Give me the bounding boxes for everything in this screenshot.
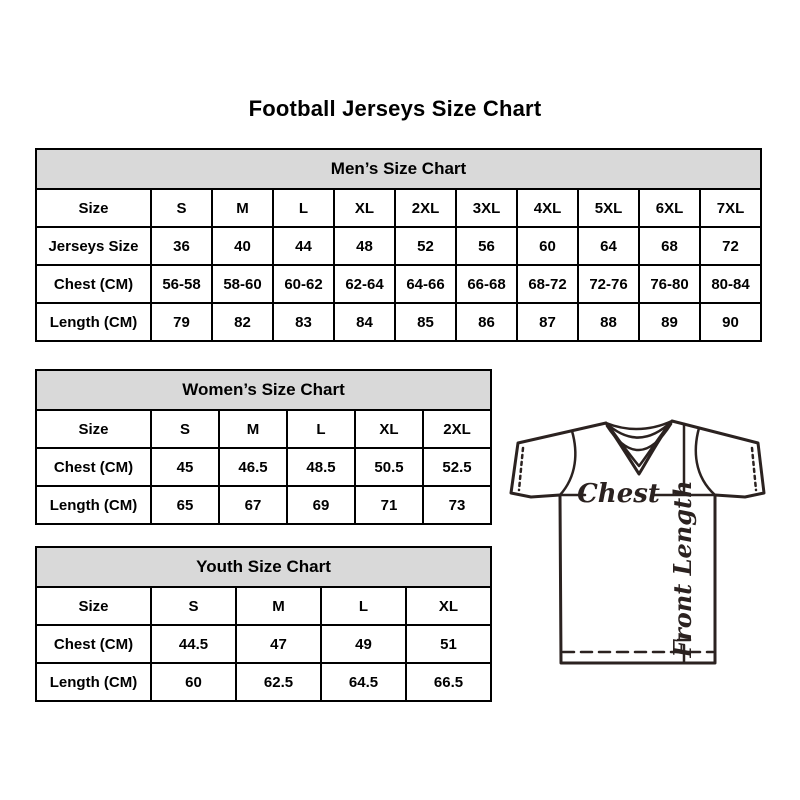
value-cell: 84 xyxy=(334,303,395,341)
value-cell: 69 xyxy=(287,486,355,524)
value-cell: 2XL xyxy=(395,189,456,227)
table-row xyxy=(36,227,761,265)
value-cell: L xyxy=(321,587,406,625)
value-cell: 44 xyxy=(273,227,334,265)
value-cell: 50.5 xyxy=(355,448,423,486)
value-cell: 67 xyxy=(219,486,287,524)
value-cell: L xyxy=(287,410,355,448)
value-cell: 89 xyxy=(639,303,700,341)
table-row xyxy=(36,587,491,625)
value-cell: 86 xyxy=(456,303,517,341)
value-cell: 48 xyxy=(334,227,395,265)
value-cell: S xyxy=(151,587,236,625)
jersey-measurement-diagram xyxy=(500,400,770,675)
table-row xyxy=(36,625,491,663)
value-cell: 56-58 xyxy=(151,265,212,303)
right-armhole-seam xyxy=(696,428,715,495)
mens-table-title: Men’s Size Chart xyxy=(36,149,761,189)
value-cell: M xyxy=(212,189,273,227)
value-cell: L xyxy=(273,189,334,227)
value-cell: 62-64 xyxy=(334,265,395,303)
row-label-cell: Length (CM) xyxy=(36,663,151,701)
value-cell: 36 xyxy=(151,227,212,265)
value-cell: M xyxy=(236,587,321,625)
value-cell: 60-62 xyxy=(273,265,334,303)
row-label-cell: Chest (CM) xyxy=(36,265,151,303)
value-cell: 49 xyxy=(321,625,406,663)
value-cell: 2XL xyxy=(423,410,491,448)
table-row xyxy=(36,448,491,486)
value-cell: 65 xyxy=(151,486,219,524)
value-cell: 46.5 xyxy=(219,448,287,486)
page-title: Football Jerseys Size Chart xyxy=(248,96,542,121)
value-cell: 72 xyxy=(700,227,761,265)
value-cell: 80-84 xyxy=(700,265,761,303)
value-cell: 6XL xyxy=(639,189,700,227)
table-row xyxy=(36,265,761,303)
value-cell: 62.5 xyxy=(236,663,321,701)
value-cell: 7XL xyxy=(700,189,761,227)
value-cell: 51 xyxy=(406,625,491,663)
value-cell: 64 xyxy=(578,227,639,265)
row-label-cell: Jerseys Size xyxy=(36,227,151,265)
value-cell: XL xyxy=(355,410,423,448)
value-cell: 71 xyxy=(355,486,423,524)
value-cell: 60 xyxy=(151,663,236,701)
value-cell: 83 xyxy=(273,303,334,341)
table-title-row xyxy=(36,547,491,587)
womens-table-title: Women’s Size Chart xyxy=(36,370,491,410)
value-cell: 82 xyxy=(212,303,273,341)
row-label-cell: Size xyxy=(36,410,151,448)
value-cell: 68-72 xyxy=(517,265,578,303)
value-cell: 40 xyxy=(212,227,273,265)
value-cell: 85 xyxy=(395,303,456,341)
value-cell: XL xyxy=(334,189,395,227)
value-cell: 4XL xyxy=(517,189,578,227)
youth-table-title: Youth Size Chart xyxy=(36,547,491,587)
value-cell: 64-66 xyxy=(395,265,456,303)
right-sleeve-stitch-line xyxy=(752,448,756,490)
youth-size-table xyxy=(35,546,492,702)
value-cell: S xyxy=(151,189,212,227)
row-label-cell: Size xyxy=(36,189,151,227)
value-cell: 52 xyxy=(395,227,456,265)
value-cell: S xyxy=(151,410,219,448)
table-row xyxy=(36,189,761,227)
left-sleeve-stitch-line xyxy=(519,448,523,490)
value-cell: 64.5 xyxy=(321,663,406,701)
mens-size-table xyxy=(35,148,762,342)
row-label-cell: Length (CM) xyxy=(36,486,151,524)
front-length-label: Front Length xyxy=(668,480,697,658)
value-cell: 90 xyxy=(700,303,761,341)
value-cell: M xyxy=(219,410,287,448)
value-cell: 72-76 xyxy=(578,265,639,303)
value-cell: 66.5 xyxy=(406,663,491,701)
row-label-cell: Size xyxy=(36,587,151,625)
value-cell: 52.5 xyxy=(423,448,491,486)
value-cell: 45 xyxy=(151,448,219,486)
value-cell: 3XL xyxy=(456,189,517,227)
value-cell: 47 xyxy=(236,625,321,663)
table-row xyxy=(36,303,761,341)
value-cell: 66-68 xyxy=(456,265,517,303)
jersey-outline xyxy=(511,421,764,663)
row-label-cell: Chest (CM) xyxy=(36,625,151,663)
row-label-cell: Chest (CM) xyxy=(36,448,151,486)
value-cell: 87 xyxy=(517,303,578,341)
table-title-row xyxy=(36,149,761,189)
value-cell: 60 xyxy=(517,227,578,265)
value-cell: 73 xyxy=(423,486,491,524)
table-row xyxy=(36,663,491,701)
value-cell: 88 xyxy=(578,303,639,341)
value-cell: 76-80 xyxy=(639,265,700,303)
value-cell: 48.5 xyxy=(287,448,355,486)
left-armhole-seam xyxy=(560,431,575,495)
value-cell: 58-60 xyxy=(212,265,273,303)
value-cell: 5XL xyxy=(578,189,639,227)
womens-size-table xyxy=(35,369,492,525)
table-row xyxy=(36,486,491,524)
table-title-row xyxy=(36,370,491,410)
value-cell: 56 xyxy=(456,227,517,265)
value-cell: XL xyxy=(406,587,491,625)
value-cell: 44.5 xyxy=(151,625,236,663)
row-label-cell: Length (CM) xyxy=(36,303,151,341)
chest-label: Chest xyxy=(577,479,660,509)
value-cell: 79 xyxy=(151,303,212,341)
value-cell: 68 xyxy=(639,227,700,265)
table-row xyxy=(36,410,491,448)
